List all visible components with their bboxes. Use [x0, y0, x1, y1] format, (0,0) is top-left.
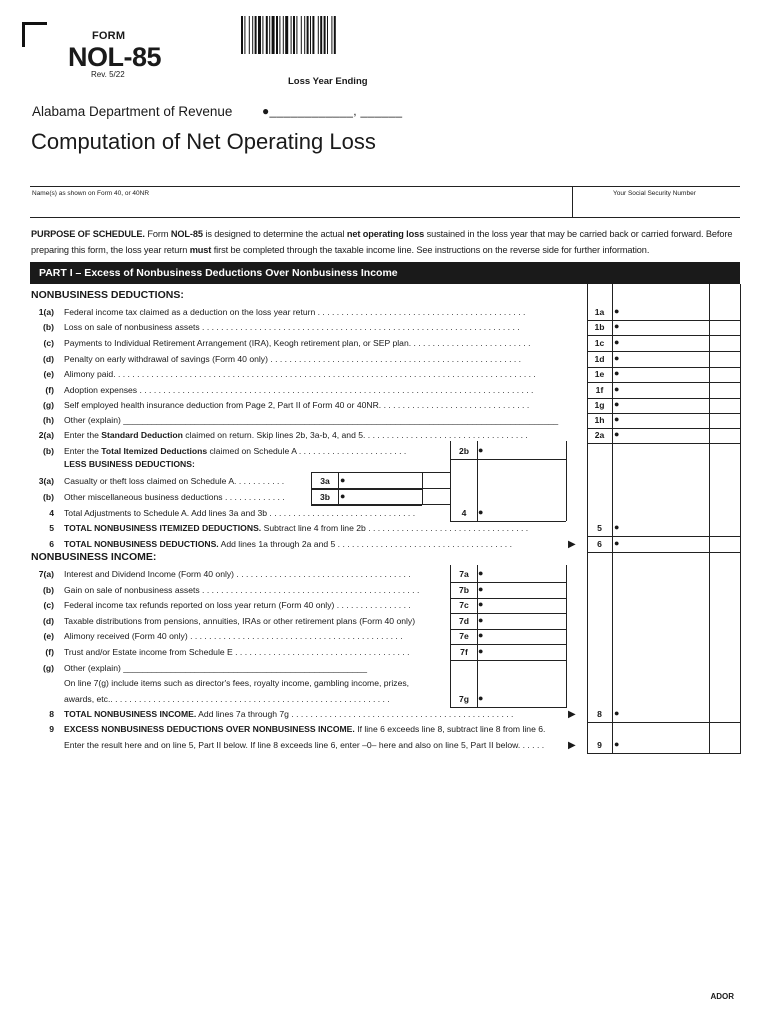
barcode-bar	[285, 16, 288, 54]
entry-bullet: ●	[614, 739, 620, 749]
barcode-bar	[307, 16, 309, 54]
inner-box-top	[311, 472, 450, 473]
entry-bullet: ●	[614, 337, 620, 347]
line-l3b-amount-field[interactable]	[350, 490, 422, 504]
line-l2b-amount-field[interactable]	[488, 444, 566, 458]
line-text	[64, 383, 612, 398]
line-box-rule	[450, 459, 566, 460]
line-number: (g)	[43, 663, 54, 673]
line-text-part: Penalty on early withdrawal of savings (Form 40 only) . . . . . . . . . . . . . . . . . . . . . . . . . . . . . . . . . . . . . . . . . . . . . . . . . . . . .	[64, 354, 522, 364]
line-text-part: Other (explain) ___________________________________________________________________________________________	[64, 415, 559, 425]
form-label: FORM	[92, 30, 126, 42]
barcode-bar	[272, 16, 275, 54]
line-box-label: 1h	[594, 415, 605, 425]
line-number: 2(a)	[38, 430, 54, 440]
line-text-part: Alimony paid. . . . . . . . . . . . . . . . . . . . . . . . . . . . . . . . . . . . . . . . . . . . . . . . . . . . . . . . . . . . . . . . . . . . . . . . . . . . . . . . . . . . . . . . .	[64, 369, 536, 379]
line-l7a-amount-field[interactable]	[488, 567, 566, 581]
line-l7g-amount-field[interactable]	[488, 692, 566, 706]
line-box-label: 1b	[594, 322, 605, 332]
line-text	[64, 521, 612, 536]
line-l7d-amount-field[interactable]	[488, 614, 566, 628]
line-number: (c)	[43, 338, 54, 348]
barcode-bar	[241, 16, 243, 54]
line-text	[64, 398, 612, 413]
line-number: 5	[49, 523, 54, 533]
line-l1h-amount-field[interactable]	[624, 413, 709, 427]
footer-code: ADOR	[710, 992, 734, 1001]
line-text-part: Total Adjustments to Schedule A. Add lines 3a and 3b . . . . . . . . . . . . . . . . . . . . . . . . . . . . . . .	[64, 508, 416, 518]
line-text	[64, 567, 448, 582]
purpose-form-ref: NOL-85	[170, 229, 203, 239]
purpose-text-2: is designed to determine the actual	[202, 229, 347, 239]
line-text	[64, 413, 612, 428]
line-l1d-amount-field[interactable]	[624, 352, 709, 366]
line-box-label: 5	[597, 523, 602, 533]
name-field[interactable]	[31, 198, 569, 216]
entry-bullet: ●	[614, 353, 620, 363]
barcode-bar	[262, 16, 263, 54]
line-box-label: 8	[597, 709, 602, 719]
line-box-label: 1f	[595, 385, 604, 395]
form-number: NOL-85	[68, 42, 162, 72]
purpose-text-4: first be completed through the taxable income line. See instructions on the reverse side for further information.	[211, 245, 650, 255]
line-number: 4	[49, 508, 54, 518]
revision-date: Rev. 5/22	[91, 70, 125, 79]
entry-bullet: ●	[478, 646, 484, 656]
line-l7e	[0, 629, 770, 644]
line-text-part: Alimony received (Form 40 only) . . . . . . . . . . . . . . . . . . . . . . . . . . . . . . . . . . . . . . . . . . . . .	[64, 631, 403, 641]
entry-bullet: ●	[614, 399, 620, 409]
line-text-part: Loss on sale of nonbusiness assets . . . . . . . . . . . . . . . . . . . . . . . . . . . . . . . . . . . . . . . . . . . . . . . . . . . . . . . . . . . . . . . . . . .	[64, 322, 520, 332]
less-business-heading: LESS BUSINESS DEDUCTIONS:	[64, 459, 195, 469]
loss-year-field[interactable]: ●____________, ______	[262, 104, 403, 118]
line-text	[64, 598, 448, 613]
line-l7c-amount-field[interactable]	[488, 598, 566, 612]
line-box-label: 2a	[594, 430, 605, 440]
line-text-part: Federal income tax refunds reported on loss year return (Form 40 only) . . . . . . . . . . . . . . . .	[64, 600, 411, 610]
barcode-bar	[318, 16, 319, 54]
line-number: 9	[49, 724, 54, 734]
line-text-bold: TOTAL NONBUSINESS ITEMIZED DEDUCTIONS.	[64, 523, 262, 533]
entry-bullet: ●	[614, 538, 620, 548]
line-number: (b)	[43, 492, 54, 502]
page-title: Computation of Net Operating Loss	[31, 129, 376, 154]
barcode-bar	[269, 16, 270, 54]
barcode-bar	[331, 16, 332, 54]
line-text-continued: Enter the result here and on line 5, Part II below. If line 8 exceeds line 6, enter –0– here and also on line 5, Part II below. . . . . .	[64, 740, 545, 750]
arrow-icon: ▶	[568, 740, 576, 751]
line-number: 6	[49, 539, 54, 549]
line-text-part: claimed on return. Skip lines 2b, 3a-b, 4, and 5. . . . . . . . . . . . . . . . . . . . . . . . . . . . . . . . . . .	[182, 430, 528, 440]
line-l7c	[0, 598, 770, 613]
line-text-continued: On line 7(g) include items such as director's fees, royalty income, gambling income, prizes,	[64, 678, 410, 688]
line-l7b-amount-field[interactable]	[488, 583, 566, 597]
line-text-part: claimed on Schedule A . . . . . . . . . . . . . . . . . . . . . . .	[207, 446, 407, 456]
line-text-part: Gain on sale of nonbusiness assets . . . . . . . . . . . . . . . . . . . . . . . . . . . . . . . . . . . . . . . . . . . . . .	[64, 585, 420, 595]
line-number: (b)	[43, 446, 54, 456]
purpose-text-1: Form	[144, 229, 171, 239]
entry-bullet: ●	[614, 522, 620, 532]
entry-bullet: ●	[340, 475, 346, 485]
line-box-label: 7d	[458, 616, 470, 626]
barcode-bar	[296, 16, 297, 54]
line-l6-amount-field[interactable]	[624, 537, 709, 551]
line-text	[64, 352, 612, 367]
line-text-bold: TOTAL NONBUSINESS DEDUCTIONS.	[64, 539, 219, 549]
line-box-label: 7a	[459, 569, 469, 579]
name-field-label: Name(s) as shown on Form 40, or 40NR	[32, 190, 150, 197]
entry-bullet: ●	[478, 599, 484, 609]
line-box-label: 1a	[594, 307, 605, 317]
purpose-text-3: sustained in the loss year that may be carried back or carried forward. Before preparing this form, the loss year return	[31, 229, 733, 255]
purpose-paragraph	[31, 226, 743, 258]
barcode-bar	[304, 16, 305, 54]
field-row-top-rule	[30, 186, 740, 187]
entry-bullet: ●	[478, 568, 484, 578]
nonbusiness-income-heading: NONBUSINESS INCOME:	[31, 551, 157, 563]
barcode-bar	[293, 16, 295, 54]
entry-bullet: ●	[478, 615, 484, 625]
line-l2a-amount-field[interactable]	[624, 428, 709, 442]
line-box-label: 3b	[319, 492, 331, 502]
ssn-field[interactable]	[575, 198, 739, 216]
entry-bullet: ●	[614, 306, 620, 316]
line-box-label: 7g	[458, 694, 470, 704]
line-text-part: Adoption expenses . . . . . . . . . . . . . . . . . . . . . . . . . . . . . . . . . . . . . . . . . . . . . . . . . . . . . . . . . . . . . . . . . . . . . . . . . . . . . . . . . . .	[64, 385, 534, 395]
part-1-title: PART I – Excess of Nonbusiness Deductions Over Nonbusiness Income	[39, 267, 398, 279]
line-text-part: Add lines 1a through 2a and 5 . . . . . . . . . . . . . . . . . . . . . . . . . . . . . . . . . . . . .	[218, 539, 512, 549]
barcode-bar	[258, 16, 261, 54]
line-box-rule	[587, 552, 740, 553]
entry-bullet: ●	[614, 368, 620, 378]
line-box-rule	[587, 753, 740, 754]
line-l1g-amount-field[interactable]	[624, 398, 709, 412]
line-text	[64, 336, 612, 351]
line-number: (c)	[43, 600, 54, 610]
line-l9-amount-field[interactable]	[624, 738, 709, 752]
line-l7b	[0, 583, 770, 598]
line-number: (d)	[43, 354, 54, 364]
barcode-bar	[244, 16, 245, 54]
line-text	[64, 474, 310, 489]
line-l9-cont	[64, 738, 564, 753]
line-number: (b)	[43, 585, 54, 595]
field-row-bottom-rule	[30, 217, 740, 218]
line-number: 7(a)	[38, 569, 54, 579]
line-l7g-cont	[64, 676, 448, 691]
nonbusiness-deductions-heading: NONBUSINESS DEDUCTIONS:	[31, 289, 184, 301]
line-number: (b)	[43, 322, 54, 332]
line-text-part: Add lines 7a through 7g . . . . . . . . . . . . . . . . . . . . . . . . . . . . . . . . . . . . . . . . . . . . . . .	[196, 709, 514, 719]
barcode-bar	[324, 16, 326, 54]
line-l7f-amount-field[interactable]	[488, 645, 566, 659]
line-text-bold: Total Itemized Deductions	[101, 446, 208, 456]
line-text-continued: awards, etc.. . . . . . . . . . . . . . . . . . . . . . . . . . . . . . . . . . . . . . . . . . . . . . . . . . . . . . . . . . .	[64, 694, 390, 704]
line-text	[64, 506, 448, 521]
line-l1b-amount-field[interactable]	[624, 320, 709, 334]
entry-bullet: ●	[614, 429, 620, 439]
line-text-part: Other (explain) ___________________________________________________	[64, 663, 367, 673]
line-box-label: 7b	[458, 585, 470, 595]
barcode-bar	[334, 16, 336, 54]
line-box-label: 7f	[460, 647, 468, 657]
line-text	[64, 428, 612, 443]
arrow-icon: ▶	[568, 539, 576, 550]
line-number: 3(a)	[38, 476, 54, 486]
line-number: 1(a)	[38, 307, 54, 317]
line-number: (g)	[43, 400, 54, 410]
entry-bullet: ●	[614, 321, 620, 331]
line-l7g	[0, 661, 770, 676]
line-text-part: Self employed health insurance deduction from Page 2, Part II of Form 40 or 40NR. . . . . . . . . . . . . . . . . . . . . . . . . . . . . . . .	[64, 400, 530, 410]
line-text	[64, 537, 612, 552]
line-text-part: Other miscellaneous business deductions . . . . . . . . . . . . .	[64, 492, 285, 502]
line-l7d	[0, 614, 770, 629]
barcode-bar	[291, 16, 292, 54]
line-text	[64, 645, 448, 660]
entry-bullet: ●	[614, 414, 620, 424]
loss-year-label: Loss Year Ending	[288, 76, 368, 87]
line-l7e-amount-field[interactable]	[488, 629, 566, 643]
entry-bullet: ●	[478, 445, 484, 455]
line-text-part: Interest and Dividend Income (Form 40 only) . . . . . . . . . . . . . . . . . . . . . . . . . . . . . . . . . . . . .	[64, 569, 411, 579]
line-number: 8	[49, 709, 54, 719]
line-text-part: Taxable distributions from pensions, annuities, IRAs or other retirement plans (Form 40 only)	[64, 616, 416, 626]
barcode-bar	[249, 16, 250, 54]
line-text-bold: Standard Deduction	[101, 430, 183, 440]
barcode-bar	[310, 16, 311, 54]
line-text	[64, 614, 448, 629]
line-text-part: Subtract line 4 from line 2b . . . . . . . . . . . . . . . . . . . . . . . . . . . . . . . . . .	[261, 523, 529, 533]
line-text	[64, 320, 612, 335]
ssn-field-label: Your Social Security Number	[613, 190, 696, 197]
entry-bullet: ●	[478, 693, 484, 703]
entry-bullet: ●	[614, 384, 620, 394]
line-l3a-amount-field[interactable]	[350, 474, 422, 488]
field-row-divider	[572, 186, 573, 217]
line-text	[64, 583, 448, 598]
line-text	[64, 629, 448, 644]
barcode-bar	[312, 16, 314, 54]
purpose-nol: net operating loss	[346, 229, 425, 239]
barcode-bar	[266, 16, 268, 54]
line-box-label: 1c	[594, 338, 605, 348]
line-box-label: 7e	[459, 631, 469, 641]
arrow-icon: ▶	[568, 709, 576, 720]
line-box-label: 3a	[320, 476, 330, 486]
line-number: (f)	[45, 385, 54, 395]
barcode-bar	[283, 16, 284, 54]
entry-bullet: ●	[478, 584, 484, 594]
line-text-bold: TOTAL NONBUSINESS INCOME.	[64, 709, 197, 719]
line-text-part: If line 6 exceeds line 8, subtract line 8 from line 6.	[354, 724, 546, 734]
line-text	[64, 661, 448, 676]
line-text	[64, 722, 612, 737]
line-l1a-amount-field[interactable]	[624, 305, 709, 319]
line-l8-amount-field[interactable]	[624, 707, 709, 721]
barcode-bar	[327, 16, 328, 54]
line-box-label: 9	[597, 740, 602, 750]
line-text-part: Enter the	[64, 430, 102, 440]
line-box-label: 4	[461, 508, 467, 518]
barcode-bar	[255, 16, 257, 54]
line-text-part: Enter the	[64, 446, 102, 456]
entry-bullet: ●	[340, 491, 346, 501]
line-text-part: Trust and/or Estate income from Schedule E . . . . . . . . . . . . . . . . . . . . . . . . . . . . . . . . . . . . .	[64, 647, 410, 657]
line-l4-amount-field[interactable]	[488, 506, 566, 520]
line-box-label: 2b	[458, 446, 470, 456]
barcode-bar	[279, 16, 280, 54]
line-l2b	[0, 444, 770, 459]
line-number: (e)	[43, 631, 54, 641]
entry-bullet: ●	[614, 708, 620, 718]
line-l7g-cont2	[64, 692, 448, 707]
line-l1c-amount-field[interactable]	[624, 336, 709, 350]
line-text-part: Casualty or theft loss claimed on Schedule A. . . . . . . . . . .	[64, 476, 285, 486]
line-text	[64, 367, 612, 382]
purpose-must: must	[189, 245, 212, 255]
purpose-lead: PURPOSE OF SCHEDULE.	[31, 229, 145, 239]
line-box-label: 1g	[594, 400, 605, 410]
line-box-label: 1d	[594, 354, 605, 364]
line-text-bold: EXCESS NONBUSINESS DEDUCTIONS OVER NONBUSINESS INCOME.	[64, 724, 355, 734]
barcode-bar	[252, 16, 253, 54]
line-text-part: Federal income tax claimed as a deduction on the loss year return . . . . . . . . . . . . . . . . . . . . . . . . . . . . . . . . . . . . . . . . . . . .	[64, 307, 526, 317]
barcode-bar	[320, 16, 322, 54]
line-text	[64, 444, 448, 459]
line-l1f-amount-field[interactable]	[624, 383, 709, 397]
corner-mark	[22, 22, 47, 47]
line-l5-amount-field[interactable]	[624, 521, 709, 535]
line-number: (d)	[43, 616, 54, 626]
line-box-label: 7c	[459, 600, 469, 610]
line-number: (f)	[45, 647, 54, 657]
line-number: (h)	[43, 415, 54, 425]
line-box-label: 6	[597, 539, 602, 549]
part-1-header	[30, 262, 740, 284]
line-text	[64, 490, 310, 505]
line-number: (e)	[43, 369, 54, 379]
barcode-bar	[276, 16, 278, 54]
line-l7f	[0, 645, 770, 660]
line-text-part: Payments to Individual Retirement Arrangement (IRA), Keogh retirement plan, or SEP plan. . . . . . . . . . . . . . . . . . . . . . . . . .	[64, 338, 531, 348]
line-l7a	[0, 567, 770, 582]
line-l9	[0, 722, 770, 737]
line-l4	[0, 506, 770, 521]
line-box-label: 1e	[594, 369, 605, 379]
entry-bullet: ●	[478, 630, 484, 640]
department-name: Alabama Department of Revenue	[32, 104, 233, 119]
barcode-image	[241, 16, 379, 54]
line-text	[64, 305, 612, 320]
line-l1e-amount-field[interactable]	[624, 367, 709, 381]
entry-bullet: ●	[478, 507, 484, 517]
barcode-bar	[301, 16, 302, 54]
line-text	[64, 707, 612, 722]
